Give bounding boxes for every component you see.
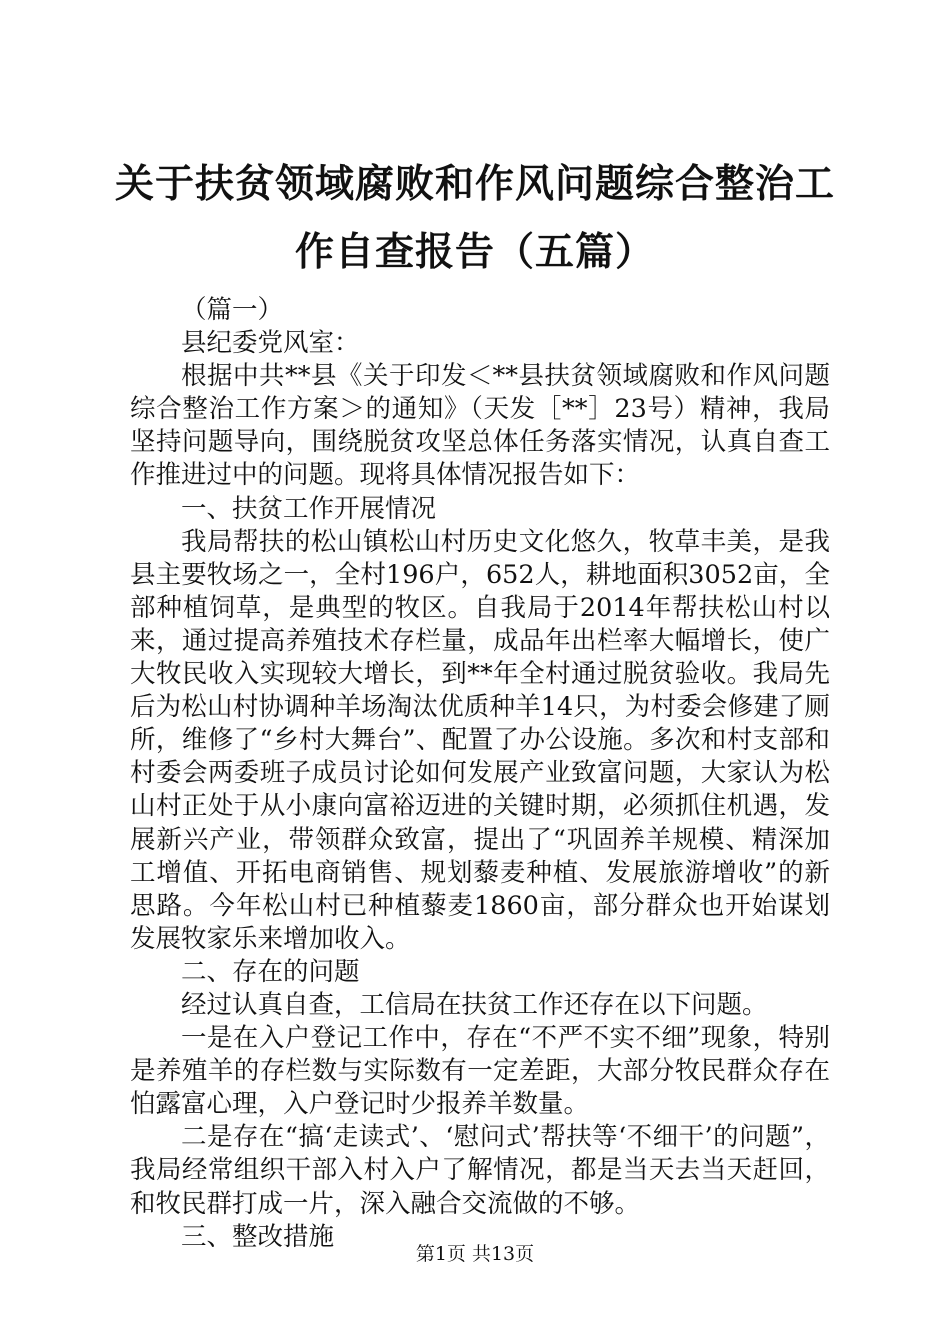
body-paragraph: 二是存在“搞‘走读式’、‘慰问式’帮扶等‘不细干’的问题”，我局经常组织干部入村入户了解情况，都是当天去当天赶回，和牧民群打成一片，深入融合交流做的不够。 <box>130 1122 830 1219</box>
section-heading: 二、存在的问题 <box>181 956 360 987</box>
document-title: 关于扶贫领域腐败和作风问题综合整治工作自查报告（五篇） <box>114 161 835 275</box>
document-body <box>130 294 830 1254</box>
body-paragraph: 经过认真自查，工信局在扶贫工作还存在以下问题。 <box>181 989 768 1020</box>
body-paragraph: 一是在入户登记工作中，存在“不严不实不细”现象，特别是养殖羊的存栏数与实际数有一定差距，大部分牧民群众存在怕露富心理，入户登记时少报养羊数量。 <box>130 1023 830 1120</box>
body-paragraph: 我局帮扶的松山镇松山村历史文化悠久，牧草丰美，是我县主要牧场之一，全村196户，652人，耕地面积3052亩，全部种植饲草，是典型的牧区。自我局于2014年帮扶松山村以来，通过提高养殖技术存栏量，成品年出栏率大幅增长，使广大牧民收入实现较大增长，到**年全村通过脱贫验收。我局先后为松山村协调种羊场淘汰优质种羊14只，为村委会修建了厕所，维修了“乡村大舞台”、配置了办公设施。多次和村支部和村委会两委班子成员讨论如何发展产业致富问题，大家认为松山村正处于从小康向富裕迈进的关键时期，必须抓住机遇，发展新兴产业，带领群众致富，提出了“巩固养羊规模、精深加工增值、开拓电商销售、规划藜麦种植、发展旅游增收”的新思路。今年松山村已种植藜麦1860亩，部分群众也开始谋划发展牧家乐来增加收入。 <box>130 526 830 954</box>
page-footer: 第1页 共13页 <box>415 1243 535 1265</box>
section-label: （篇一） <box>181 295 284 325</box>
salutation: 县纪委党风室： <box>181 328 360 359</box>
section-heading: 一、扶贫工作开展情况 <box>181 493 437 524</box>
body-paragraph: 根据中共**县《关于印发＜**县扶贫领域腐败和作风问题综合整治工作方案＞的通知》（天发［**］23号）精神，我局坚持问题导向，围绕脱贫攻坚总体任务落实情况，认真自查工作推进过中的问题。现将具体情况报告如下： <box>130 361 830 491</box>
section-heading: 三、整改措施 <box>181 1221 335 1252</box>
